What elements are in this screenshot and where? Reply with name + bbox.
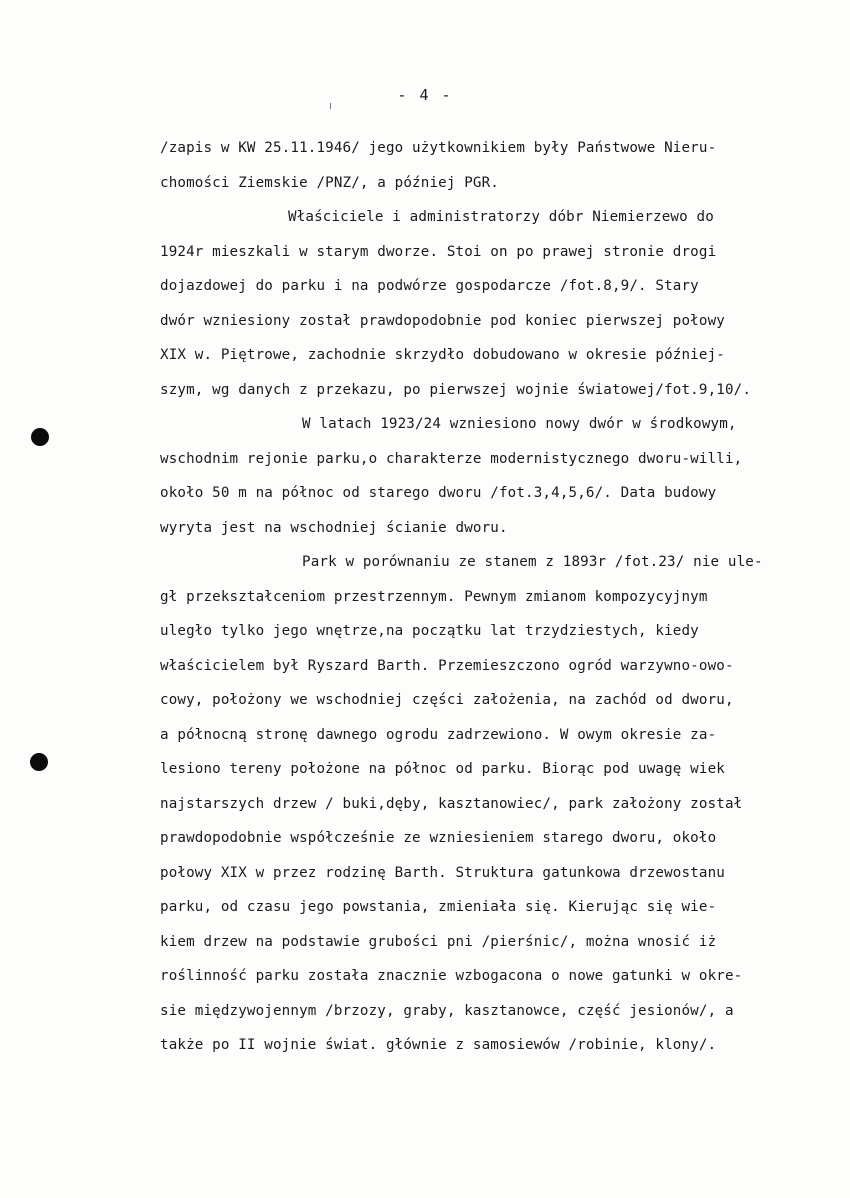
text-line: chomości Ziemskie /PNZ/, a później PGR. bbox=[160, 174, 499, 191]
text-line: W latach 1923/24 wzniesiono nowy dwór w środkowym, bbox=[302, 416, 737, 432]
text-line: szym, wg danych z przekazu, po pierwszej wojnie światowej/fot.9,10/. bbox=[160, 381, 752, 398]
text-line: cowy, położony we wschodniej części założenia, na zachód od dworu, bbox=[160, 692, 734, 708]
text-line: 1924r mieszkali w starym dworze. Stoi on po prawej stronie drogi bbox=[160, 243, 717, 260]
text-line: właścicielem był Ryszard Barth. Przemieszczono ogród warzywno-owo- bbox=[160, 657, 734, 674]
text-line: a północną stronę dawnego ogrodu zadrzewiono. W owym okresie za- bbox=[160, 726, 717, 743]
text-line: najstarszych drzew / buki,dęby, kasztanowiec/, park założony został bbox=[160, 795, 743, 812]
text-line: wyryta jest na wschodniej ścianie dworu. bbox=[160, 519, 508, 536]
text-line: kiem drzew na podstawie grubości pni /pierśnic/, można wnosić iż bbox=[160, 933, 717, 950]
page-number: - 4 - bbox=[397, 86, 453, 104]
text-line: lesiono tereny położone na północ od parku. Biorąc pod uwagę wiek bbox=[160, 761, 725, 777]
text-line: uległo tylko jego wnętrze,na początku lat trzydziestych, kiedy bbox=[160, 623, 699, 639]
text-line: także po II wojnie świat. głównie z samosiewów /robinie, klony/. bbox=[160, 1037, 717, 1053]
text-line: Park w porównaniu ze stanem z 1893r /fot.23/ nie ule- bbox=[302, 554, 763, 570]
text-line: prawdopodobnie współcześnie ze wzniesieniem starego dworu, około bbox=[160, 830, 717, 846]
text-line: Właściciele i administratorzy dóbr Niemierzewo do bbox=[288, 209, 714, 225]
text-line: połowy XIX w przez rodzinę Barth. Struktura gatunkowa drzewostanu bbox=[160, 864, 725, 881]
text-line: około 50 m na północ od starego dworu /fot.3,4,5,6/. Data budowy bbox=[160, 485, 717, 501]
body-text bbox=[160, 131, 850, 1063]
text-line: parku, od czasu jego powstania, zmieniała się. Kierując się wie- bbox=[160, 899, 717, 915]
text-line: dojazdowej do parku i na podwórze gospodarcze /fot.8,9/. Stary bbox=[160, 278, 699, 294]
text-line: roślinność parku została znacznie wzbogacona o nowe gatunki w okre- bbox=[160, 968, 743, 984]
text-line: gł przekształceniom przestrzennym. Pewnym zmianom kompozycyjnym bbox=[160, 588, 708, 605]
punch-hole-mark bbox=[31, 428, 49, 446]
text-line: /zapis w KW 25.11.1946/ jego użytkownikiem były Państwowe Nieru- bbox=[160, 140, 717, 156]
text-line: XIX w. Piętrowe, zachodnie skrzydło dobudowano w okresie później- bbox=[160, 347, 725, 363]
punch-hole-mark bbox=[30, 753, 48, 771]
text-line: sie międzywojennym /brzozy, graby, kasztanowce, część jesionów/, a bbox=[160, 1002, 734, 1019]
text-line: dwór wzniesiony został prawdopodobnie pod koniec pierwszej połowy bbox=[160, 312, 725, 329]
text-line: wschodnim rejonie parku,o charakterze modernistycznego dworu-willi, bbox=[160, 450, 743, 467]
